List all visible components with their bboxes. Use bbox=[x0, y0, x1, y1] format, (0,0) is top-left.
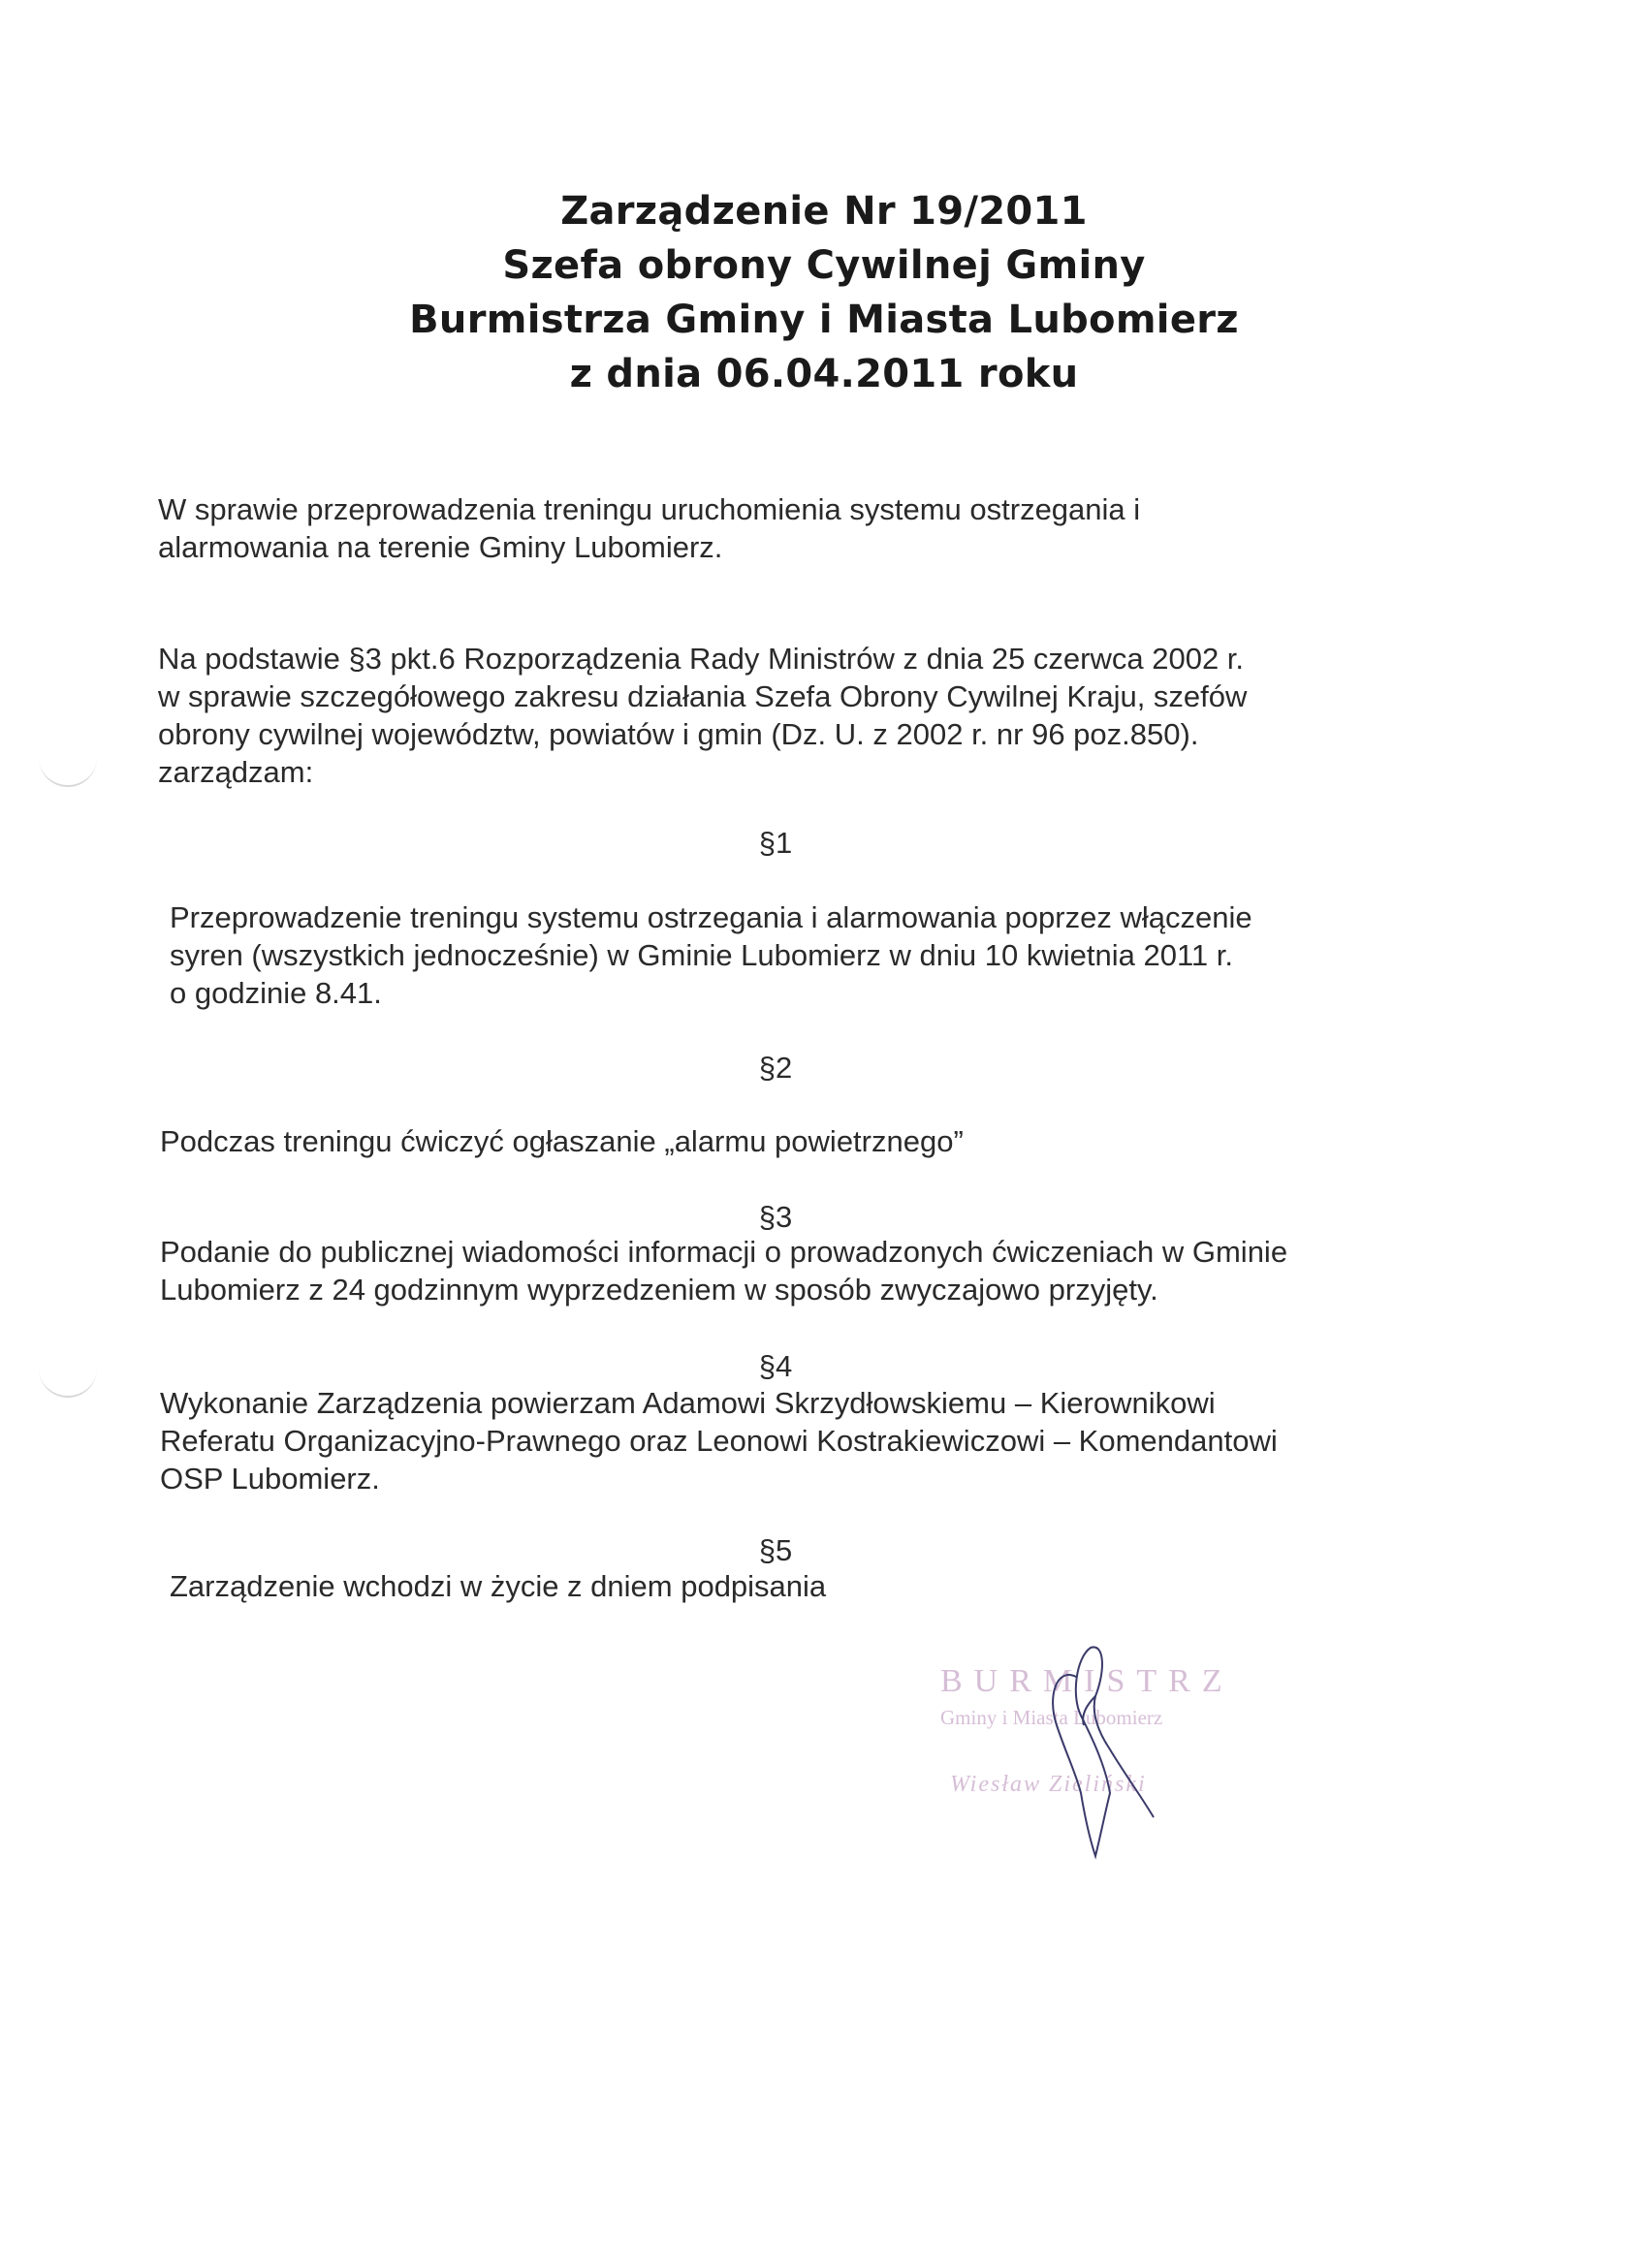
section-line: Referatu Organizacyjno-Prawnego oraz Leonowi Kostrakiewiczowi – Komendantowi bbox=[160, 1424, 1278, 1458]
section-line: Podanie do publicznej wiadomości informacji o prowadzonych ćwiczeniach w Gminie bbox=[160, 1235, 1288, 1269]
subject-line: alarmowania na terenie Gminy Lubomierz. bbox=[158, 530, 723, 564]
official-stamp bbox=[911, 1628, 1260, 1880]
title-line: Burmistrza Gminy i Miasta Lubomierz bbox=[409, 298, 1239, 342]
section-line: OSP Lubomierz. bbox=[160, 1462, 380, 1496]
section-body-5 bbox=[170, 1567, 826, 1605]
handwritten-signature bbox=[911, 1628, 1260, 1880]
section-heading-4: §4 bbox=[758, 1349, 793, 1383]
section-line: syren (wszystkich jednocześnie) w Gminie Lubomierz w dniu 10 kwietnia 2011 r. bbox=[170, 938, 1233, 972]
section-line: o godzinie 8.41. bbox=[170, 976, 382, 1010]
title-line: Zarządzenie Nr 19/2011 bbox=[560, 189, 1088, 234]
stamp-name: Wiesław Zieliński bbox=[950, 1772, 1147, 1797]
basis-line: obrony cywilnej województw, powiatów i gmin (Dz. U. z 2002 r. nr 96 poz.850). bbox=[158, 717, 1199, 751]
hole-punch-mark-bottom bbox=[39, 1357, 97, 1398]
section-line: Przeprowadzenie treningu systemu ostrzegania i alarmowania poprzez włączenie bbox=[170, 900, 1252, 934]
basis-line: Na podstawie §3 pkt.6 Rozporządzenia Rady Ministrów z dnia 25 czerwca 2002 r. bbox=[158, 642, 1245, 676]
section-heading-5: §5 bbox=[758, 1533, 793, 1567]
section-body-2 bbox=[160, 1122, 964, 1160]
section-line: Zarządzenie wchodzi w życie z dniem podpisania bbox=[170, 1569, 827, 1603]
document-title bbox=[0, 184, 1648, 401]
section-line: Podczas treningu ćwiczyć ogłaszanie „alarmu powietrznego” bbox=[160, 1124, 964, 1158]
section-heading-1: §1 bbox=[758, 826, 793, 860]
basis-line: zarządzam: bbox=[158, 755, 314, 789]
subject-line: W sprawie przeprowadzenia treningu uruchomienia systemu ostrzegania i bbox=[158, 492, 1141, 526]
legal-basis-paragraph bbox=[158, 640, 1247, 791]
section-body-3 bbox=[160, 1233, 1287, 1308]
section-line: Wykonanie Zarządzenia powierzam Adamowi Skrzydłowskiemu – Kierownikowi bbox=[160, 1386, 1216, 1420]
hole-punch-mark-top bbox=[39, 746, 97, 787]
title-line: Szefa obrony Cywilnej Gminy bbox=[502, 243, 1146, 288]
section-body-1 bbox=[170, 898, 1252, 1012]
title-line: z dnia 06.04.2011 roku bbox=[569, 352, 1079, 396]
stamp-subtitle: Gminy i Miasta Lubomierz bbox=[940, 1706, 1163, 1729]
section-heading-3: §3 bbox=[758, 1200, 793, 1234]
subject-paragraph bbox=[158, 490, 1140, 566]
stamp-title: BURMISTRZ bbox=[940, 1663, 1234, 1699]
section-line: Lubomierz z 24 godzinnym wyprzedzeniem w sposób zwyczajowo przyjęty. bbox=[160, 1273, 1158, 1307]
section-body-4 bbox=[160, 1384, 1278, 1497]
basis-line: w sprawie szczegółowego zakresu działania Szefa Obrony Cywilnej Kraju, szefów bbox=[158, 679, 1248, 713]
section-heading-2: §2 bbox=[758, 1051, 793, 1085]
